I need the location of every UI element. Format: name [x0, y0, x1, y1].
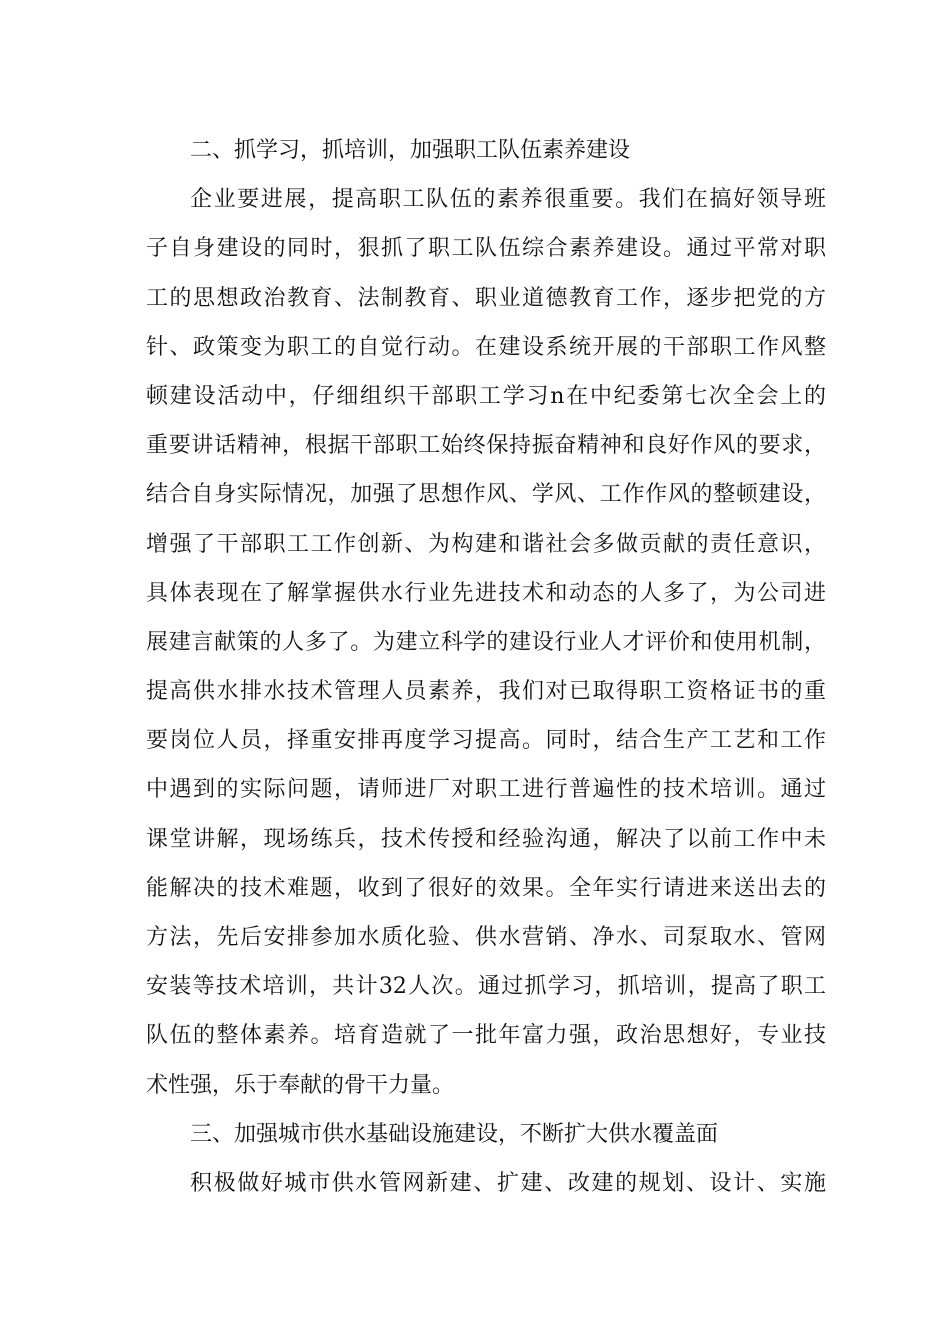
paragraph-line: 结合自身实际情况，加强了思想作风、学风、工作作风的整顿建设， — [146, 482, 826, 508]
section-heading-3: 三、加强城市供水基础设施建设，不断扩大供水覆盖面 — [190, 1121, 719, 1147]
paragraph-line: 企业要进展，提高职工队伍的素养很重要。我们在搞好领导班 — [190, 187, 826, 213]
paragraph-line: 课堂讲解，现场练兵，技术传授和经验沟通，解决了以前工作中未 — [146, 826, 826, 852]
paragraph-line: 针、政策变为职工的自觉行动。在建设系统开展的干部职工作风整 — [146, 334, 826, 360]
paragraph-line: 能解决的技术难题，收到了很好的效果。全年实行请进来送出去的 — [146, 875, 826, 901]
paragraph-line: 队伍的整体素养。培育造就了一批年富力强，政治思想好，专业技 — [146, 1023, 826, 1049]
paragraph-line: 方法，先后安排参加水质化验、供水营销、净水、司泵取水、管网 — [146, 925, 826, 950]
paragraph-line: 重要讲话精神，根据干部职工始终保持振奋精神和良好作风的要求， — [146, 433, 826, 459]
paragraph-line: 工的思想政治教育、法制教育、职业道德教育工作，逐步把党的方 — [146, 285, 826, 311]
paragraph-line: 中遇到的实际问题，请师进厂对职工进行普遍性的技术培训。通过 — [146, 777, 826, 803]
paragraph-line: 增强了干部职工工作创新、为构建和谐社会多做贡献的责任意识， — [146, 531, 826, 557]
paragraph-line: 术性强，乐于奉献的骨干力量。 — [146, 1072, 455, 1098]
paragraph-line: 安装等技术培训，共计32人次。通过抓学习，抓培训，提高了职工 — [146, 974, 826, 1000]
paragraph-line: 积极做好城市供水管网新建、扩建、改建的规划、设计、实施 — [190, 1170, 826, 1196]
paragraph-line: 顿建设活动中，仔细组织干部职工学习n在中纪委第七次全会上的 — [146, 383, 826, 409]
paragraph-line: 子自身建设的同时，狠抓了职工队伍综合素养建设。通过平常对职 — [146, 236, 826, 262]
paragraph-line: 具体表现在了解掌握供水行业先进技术和动态的人多了，为公司进 — [146, 580, 826, 606]
paragraph-line: 要岗位人员，择重安排再度学习提高。同时，结合生产工艺和工作 — [146, 728, 826, 754]
paragraph-line: 提高供水排水技术管理人员素养，我们对已取得职工资格证书的重 — [146, 679, 826, 705]
document-body — [146, 126, 826, 1208]
paragraph-line: 展建言献策的人多了。为建立科学的建设行业人才评价和使用机制， — [146, 629, 826, 655]
section-heading-2: 二、抓学习，抓培训，加强职工队伍素养建设 — [190, 138, 631, 163]
